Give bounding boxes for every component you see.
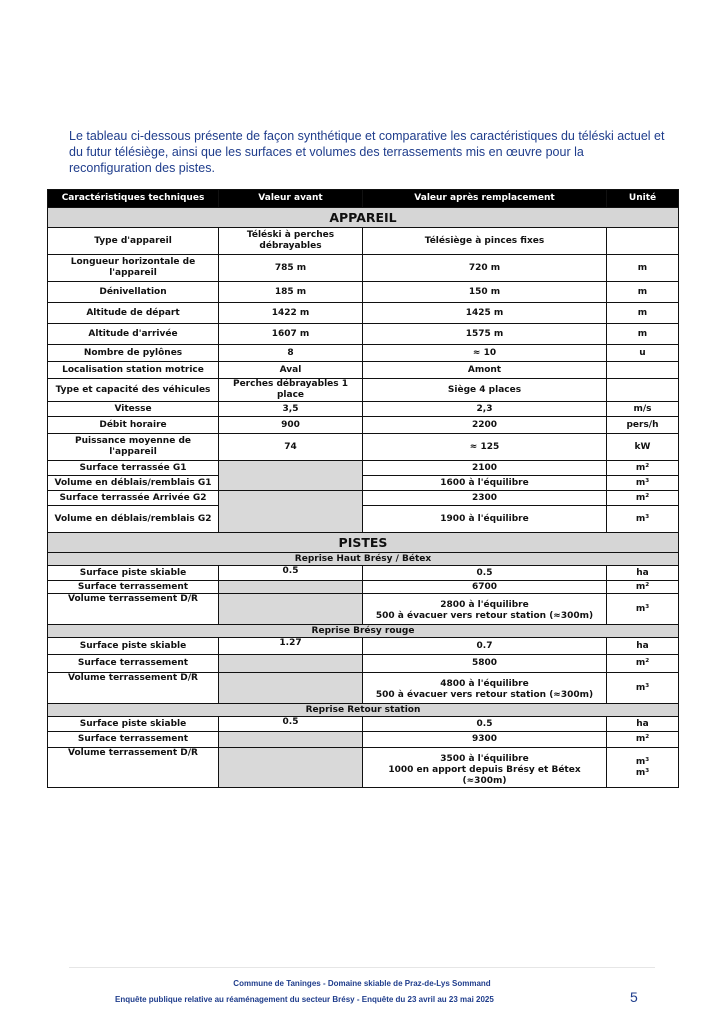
unit-cell: [607, 717, 679, 732]
row-label: Puissance moyenne de l'appareil: [48, 434, 219, 461]
row-label: Surface terrassement: [48, 732, 219, 748]
empty-before-cell: [219, 655, 363, 673]
table-row: [48, 581, 679, 594]
value-after: [363, 748, 607, 788]
value-before: Aval: [219, 362, 363, 379]
value-after: [363, 655, 607, 673]
subsection-row: [48, 704, 679, 717]
unit-cell: m²: [607, 461, 679, 476]
unit-cell: kW: [607, 434, 679, 461]
footer-enquete: Enquête publique relative au réaménagement du secteur Brésy - Enquête du 23 avril au 23 mai 2025: [115, 995, 494, 1004]
row-label: Surface terrassée Arrivée G2: [48, 491, 219, 506]
value-after: [363, 566, 607, 581]
row-label: Vitesse: [48, 402, 219, 417]
unit-line1: m²: [635, 734, 650, 744]
unit-cell: [607, 228, 679, 255]
unit-cell: u: [607, 345, 679, 362]
value-after: Siège 4 places: [363, 379, 607, 402]
empty-before-cell: [219, 732, 363, 748]
row-label: Localisation station motrice: [48, 362, 219, 379]
value-after-line2: 1000 en apport depuis Brésy et Bétex (≈300m): [388, 765, 581, 786]
value-before: Téléski à perches débrayables: [219, 228, 363, 255]
unit-cell: [607, 638, 679, 655]
row-label: Surface piste skiable: [48, 566, 219, 581]
subsection-title: Reprise Haut Brésy / Bétex: [48, 553, 679, 566]
header-characteristics: Caractéristiques techniques: [48, 190, 219, 208]
value-after: Amont: [363, 362, 607, 379]
value-before: 1607 m: [219, 324, 363, 345]
table-row: [48, 476, 679, 491]
empty-before-cell: [219, 461, 363, 491]
row-label: Surface terrassée G1: [48, 461, 219, 476]
header-unit: Unité: [607, 190, 679, 208]
unit-line1: m²: [635, 581, 650, 592]
unit-cell: m³: [607, 476, 679, 491]
value-after-line2: 500 à évacuer vers retour station (≈300m): [375, 689, 594, 700]
value-after: 1575 m: [363, 324, 607, 345]
subsection-title: Reprise Brésy rouge: [48, 625, 679, 638]
footer-commune: Commune de Taninges - Domaine skiable de Praz-de-Lys Sommand: [233, 979, 491, 988]
table-row: [48, 303, 679, 324]
table-row: [48, 566, 679, 581]
empty-before-cell: [219, 491, 363, 533]
subsection-row: [48, 553, 679, 566]
value-after-line1: 9300: [471, 734, 498, 744]
unit-line1: m³: [635, 682, 650, 693]
value-after-line1: 3500 à l'équilibre: [440, 754, 529, 764]
page-number: 5: [630, 989, 638, 1005]
unit-cell: m/s: [607, 402, 679, 417]
value-after-line2: 500 à évacuer vers retour station (≈300m): [375, 610, 594, 621]
value-before: 74: [219, 434, 363, 461]
table-row: [48, 417, 679, 434]
value-after: 2300: [363, 491, 607, 506]
value-after: ≈ 125: [363, 434, 607, 461]
value-after: 2100: [363, 461, 607, 476]
section-title-pistes: PISTES: [48, 533, 679, 553]
table-row: [48, 362, 679, 379]
section-title-appareil: APPAREIL: [48, 208, 679, 228]
value-after: 1425 m: [363, 303, 607, 324]
unit-line2: m³: [635, 767, 650, 778]
table-row: [48, 434, 679, 461]
unit-cell: m: [607, 324, 679, 345]
value-before: 3,5: [219, 402, 363, 417]
row-label: Volume terrassement D/R: [48, 594, 219, 625]
value-after: 1600 à l'équilibre: [363, 476, 607, 491]
value-after: Télésiège à pinces fixes: [363, 228, 607, 255]
value-before: Perches débrayables 1 place: [219, 379, 363, 402]
header-value-after: Valeur après remplacement: [363, 190, 607, 208]
unit-line1: ha: [636, 567, 649, 578]
unit-cell: m²: [607, 491, 679, 506]
footer-divider: [69, 967, 655, 968]
row-label: Volume terrassement D/R: [48, 748, 219, 788]
empty-before-cell: [219, 581, 363, 594]
unit-cell: [607, 732, 679, 748]
row-label: Type et capacité des véhicules: [48, 379, 219, 402]
value-after: [363, 673, 607, 704]
value-before: 1422 m: [219, 303, 363, 324]
unit-cell: m³: [607, 506, 679, 533]
unit-line1: m²: [635, 658, 650, 668]
unit-cell: [607, 566, 679, 581]
value-before: 0.5: [219, 717, 363, 732]
value-after-line1: 6700: [471, 581, 498, 592]
row-label: Nombre de pylônes: [48, 345, 219, 362]
table-row: [48, 673, 679, 704]
table-row: [48, 655, 679, 673]
value-before: 785 m: [219, 255, 363, 282]
row-label: Dénivellation: [48, 282, 219, 303]
value-after: [363, 581, 607, 594]
value-after-line1: 4800 à l'équilibre: [440, 678, 529, 689]
value-after: [363, 594, 607, 625]
unit-cell: m: [607, 303, 679, 324]
row-label: Surface piste skiable: [48, 638, 219, 655]
value-after: [363, 638, 607, 655]
table-row: [48, 379, 679, 402]
value-after-line1: 0.5: [476, 718, 493, 729]
characteristics-table: [47, 189, 679, 788]
row-label: Surface terrassement: [48, 581, 219, 594]
table-row: [48, 461, 679, 476]
row-label: Volume terrassement D/R: [48, 673, 219, 704]
row-label: Volume en déblais/remblais G2: [48, 506, 219, 533]
unit-cell: [607, 655, 679, 673]
header-value-before: Valeur avant: [219, 190, 363, 208]
table-row: [48, 402, 679, 417]
table-header-row: [48, 190, 679, 208]
table-row: [48, 324, 679, 345]
table-row: [48, 748, 679, 788]
unit-line1: ha: [636, 718, 649, 729]
section-row-pistes: [48, 533, 679, 553]
value-after: 1900 à l'équilibre: [363, 506, 607, 533]
value-after-line1: 5800: [471, 658, 498, 668]
value-after: [363, 717, 607, 732]
unit-line1: m³: [635, 756, 650, 767]
unit-cell: pers/h: [607, 417, 679, 434]
intro-paragraph: Le tableau ci-dessous présente de façon synthétique et comparative les caractéristiques du téléski actuel et du futur télésiège, ainsi que les surfaces et volumes des terrassements mis en œuvre pour la reconfiguration des pistes.: [69, 128, 665, 175]
value-after: 2200: [363, 417, 607, 434]
value-after: [363, 732, 607, 748]
value-after-line1: 2800 à l'équilibre: [440, 599, 529, 610]
subsection-title: Reprise Retour station: [48, 704, 679, 717]
value-before: 0.5: [219, 566, 363, 581]
row-label: Volume en déblais/remblais G1: [48, 476, 219, 491]
unit-cell: [607, 362, 679, 379]
value-after: 2,3: [363, 402, 607, 417]
unit-cell: [607, 379, 679, 402]
value-before: 1.27: [219, 638, 363, 655]
subsection-row: [48, 625, 679, 638]
value-after-line1: 0.5: [476, 567, 493, 578]
empty-before-cell: [219, 748, 363, 788]
row-label: Type d'appareil: [48, 228, 219, 255]
value-after-line1: 0.7: [476, 640, 493, 651]
table-row: [48, 282, 679, 303]
row-label: Altitude d'arrivée: [48, 324, 219, 345]
value-before: 8: [219, 345, 363, 362]
value-after: 150 m: [363, 282, 607, 303]
unit-cell: [607, 673, 679, 704]
value-before: 900: [219, 417, 363, 434]
table-row: [48, 506, 679, 533]
table-row: [48, 638, 679, 655]
unit-cell: m: [607, 282, 679, 303]
value-after: ≈ 10: [363, 345, 607, 362]
unit-cell: m: [607, 255, 679, 282]
empty-before-cell: [219, 673, 363, 704]
row-label: Surface piste skiable: [48, 717, 219, 732]
section-row-appareil: [48, 208, 679, 228]
value-before: 185 m: [219, 282, 363, 303]
unit-cell: [607, 748, 679, 788]
row-label: Longueur horizontale de l'appareil: [48, 255, 219, 282]
empty-before-cell: [219, 594, 363, 625]
value-after: 720 m: [363, 255, 607, 282]
unit-cell: [607, 581, 679, 594]
table-row: [48, 594, 679, 625]
row-label: Débit horaire: [48, 417, 219, 434]
table-row: [48, 345, 679, 362]
unit-cell: [607, 594, 679, 625]
unit-line1: ha: [636, 640, 649, 651]
unit-line1: m³: [635, 603, 650, 614]
table-row: [48, 491, 679, 506]
row-label: Altitude de départ: [48, 303, 219, 324]
table-row: [48, 732, 679, 748]
row-label: Surface terrassement: [48, 655, 219, 673]
table-row: [48, 228, 679, 255]
table-row: [48, 717, 679, 732]
table-row: [48, 255, 679, 282]
